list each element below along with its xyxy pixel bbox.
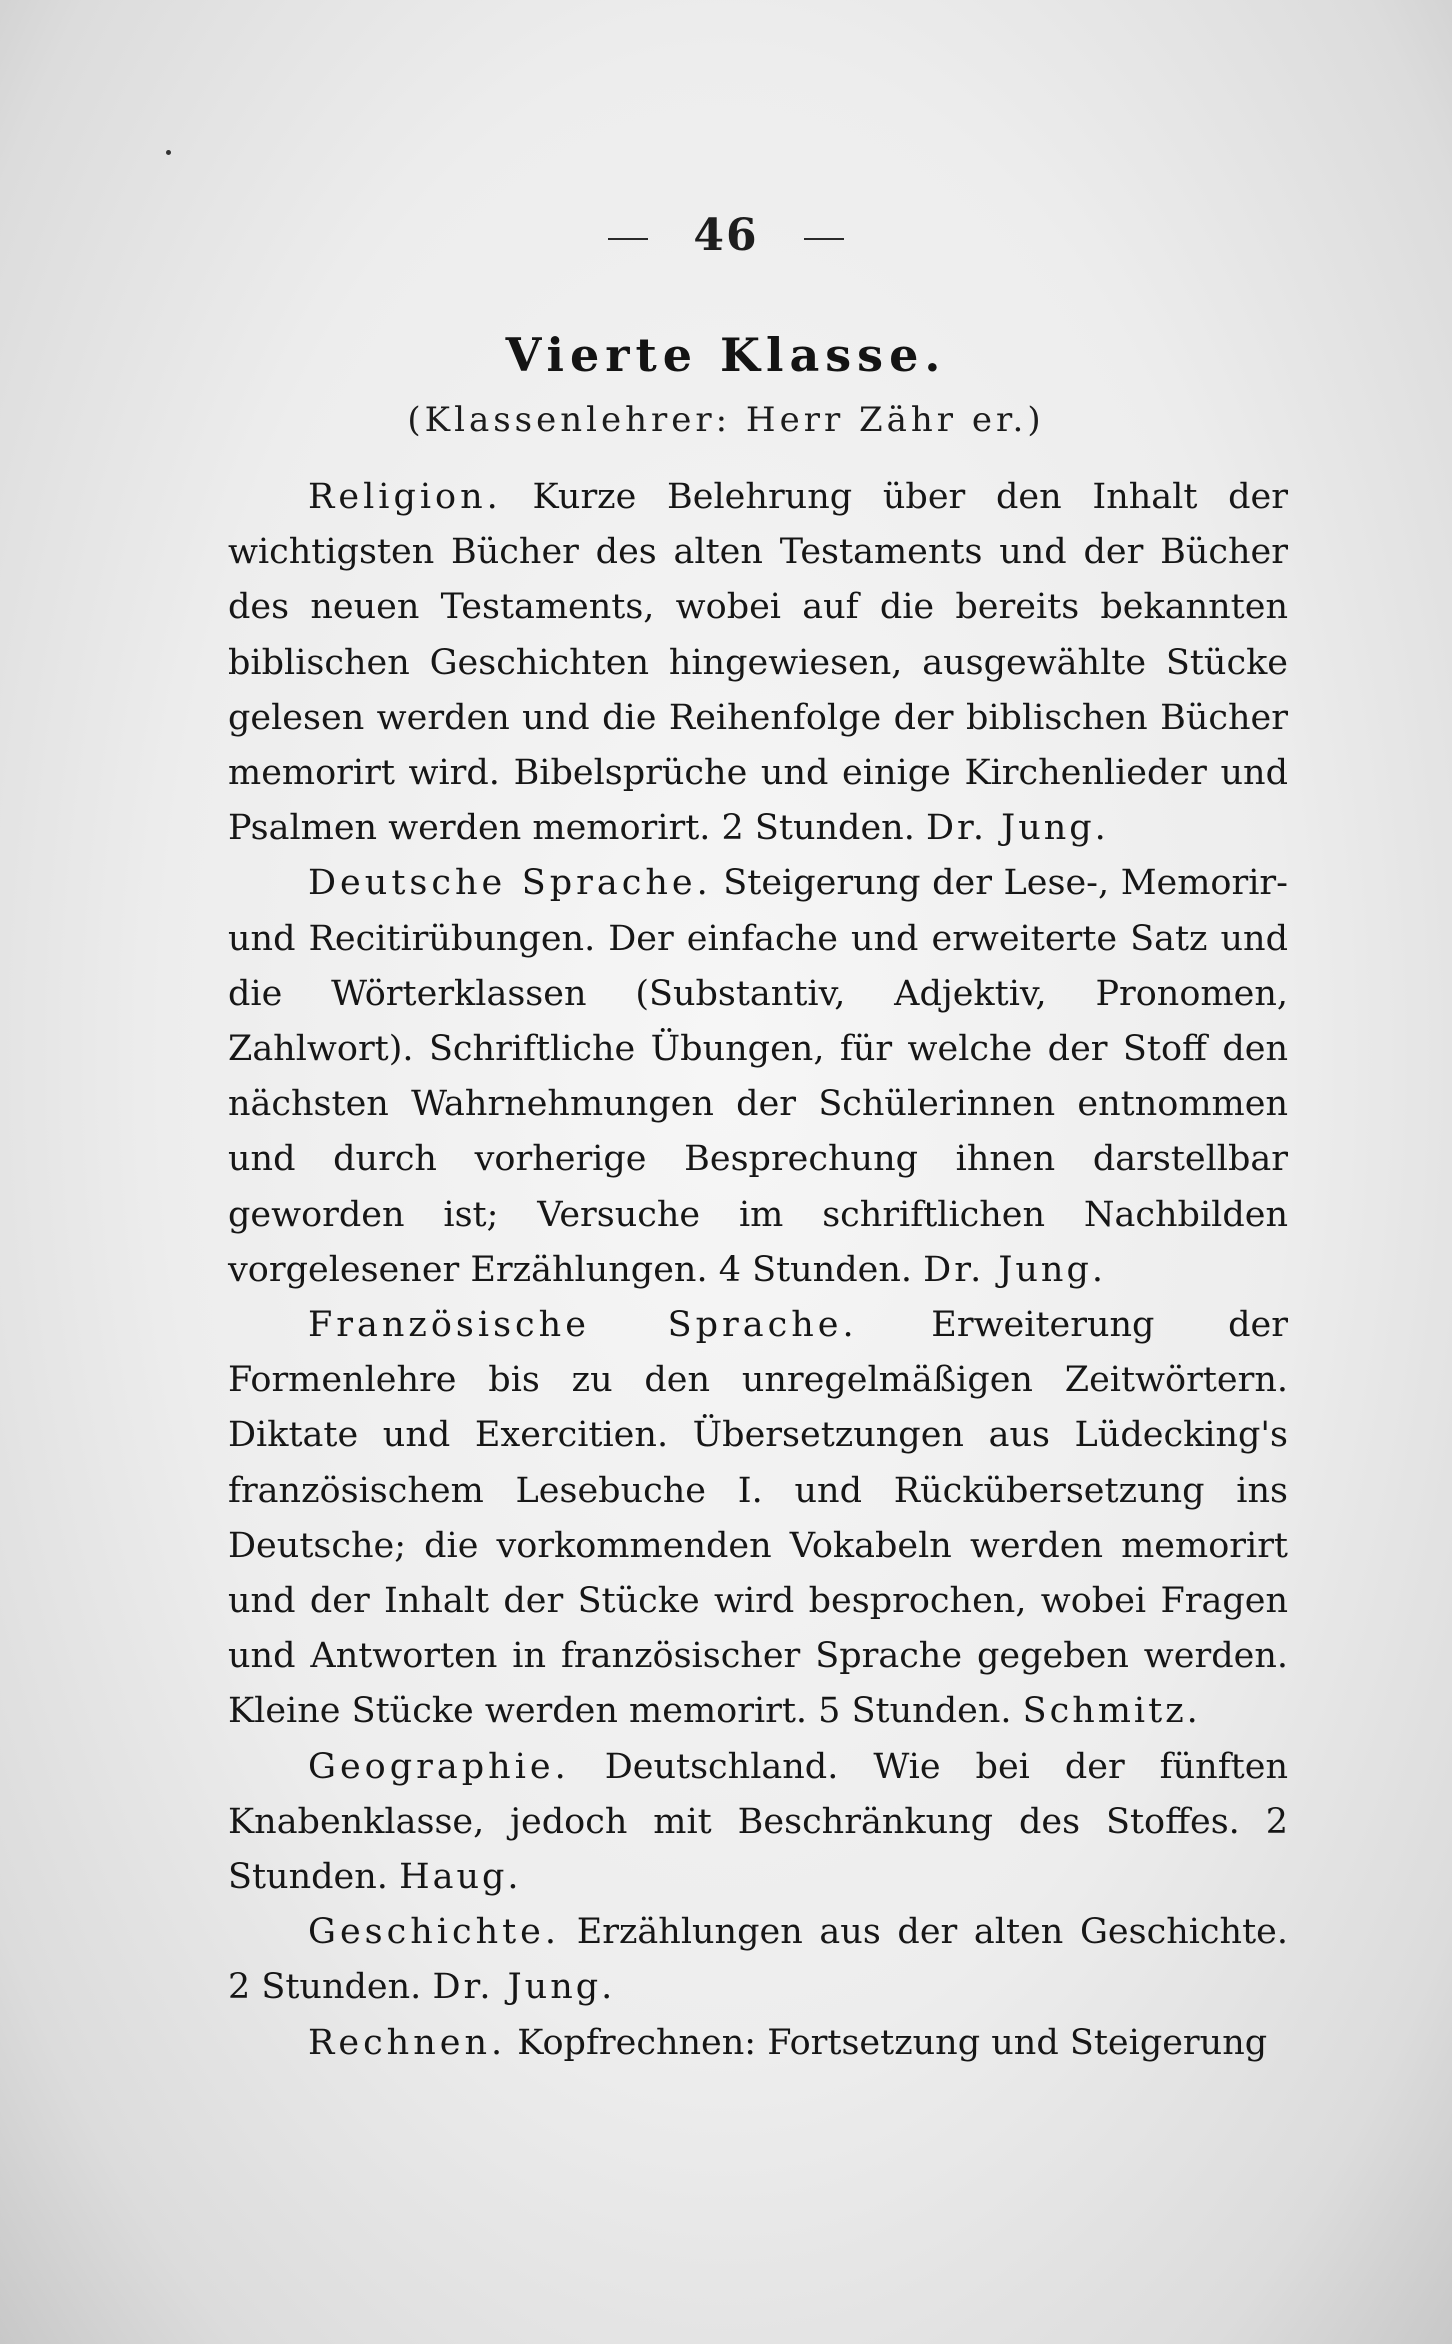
teacher-name: Haug.	[399, 1857, 522, 1898]
paragraph-text: Kurze Belehrung über den Inhalt der wichtigsten Bücher des alten Testaments und der Bücher des neuen Testaments, wobei auf die bereits bekannten biblischen Geschichten hingewiesen, ausgewählte Stücke gelesen werden und die Reihenfolge der biblischen Bücher memorirt wird. Bibelsprüche und einige Kirchenlieder und Psalmen werden memorirt. 2 Stunden.	[228, 477, 1288, 849]
paragraph-text: Steigerung der Lese-, Memorir- und Recitirübungen. Der einfache und erweiterte Satz und die Wörterklassen (Substantiv, Adjektiv, Pronomen, Zahlwort). Schriftliche Übungen, für welche der Stoff den nächsten Wahrnehmungen der Schülerinnen entnommen und durch vorherige Besprechung ihnen darstellbar geworden ist; Versuche im schriftlichen Nachbilden vorgelesener Erzählungen. 4 Stunden.	[228, 863, 1288, 1290]
paragraph-franzoesische-sprache	[228, 1298, 1288, 1740]
subject-heading: Geographie.	[308, 1746, 570, 1787]
paragraph-rechnen	[228, 2016, 1288, 2071]
paragraph-text: Erzählungen aus der alten Geschichte. 2 Stunden.	[228, 1912, 1288, 2008]
paper-speck	[166, 150, 171, 155]
subject-heading: Geschichte.	[308, 1912, 561, 1953]
body-text	[228, 470, 1288, 2071]
paragraph-religion	[228, 470, 1288, 856]
subject-heading: Religion.	[308, 477, 502, 517]
teacher-name: Dr. Jung.	[925, 808, 1109, 849]
page-number	[0, 210, 1452, 261]
paragraph-geographie	[228, 1740, 1288, 1906]
teacher-name: Schmitz.	[1022, 1691, 1201, 1732]
paragraph-text: Deutschland. Wie bei der fünften Knabenklasse, jedoch mit Beschränkung des Stoffes. 2 Stunden.	[228, 1746, 1288, 1898]
section-title: Vierte Klasse.	[505, 328, 947, 382]
teacher-name: Dr. Jung.	[432, 1967, 616, 2008]
paragraph-text: Kopfrechnen: Fortsetzung und Steigerung	[517, 2022, 1268, 2063]
class-teacher-line: (Klassenlehrer: Herr Zähr er.)	[407, 400, 1045, 440]
page-number-dash-right	[804, 238, 844, 240]
paragraph-text: Erweiterung der Formenlehre bis zu den unregelmäßigen Zeitwörtern. Diktate und Exercitien. Übersetzungen aus Lüdecking's französischem Lesebuche I. und Rückübersetzung ins Deutsche; die vorkommenden Vokabeln werden memorirt und der Inhalt der Stücke wird besprochen, wobei Fragen und Antworten in französischer Sprache gegeben werden. Kleine Stücke werden memorirt. 5 Stunden.	[228, 1305, 1288, 1732]
subject-heading: Deutsche Sprache.	[308, 863, 712, 904]
page-number-value: 46	[693, 210, 759, 261]
subject-heading: Französische Sprache.	[308, 1305, 858, 1346]
teacher-name: Dr. Jung.	[923, 1249, 1106, 1290]
page-number-dash-left	[608, 238, 648, 240]
subject-heading: Rechnen.	[308, 2022, 507, 2063]
paragraph-geschichte	[228, 1905, 1288, 2015]
paragraph-deutsche-sprache	[228, 856, 1288, 1298]
